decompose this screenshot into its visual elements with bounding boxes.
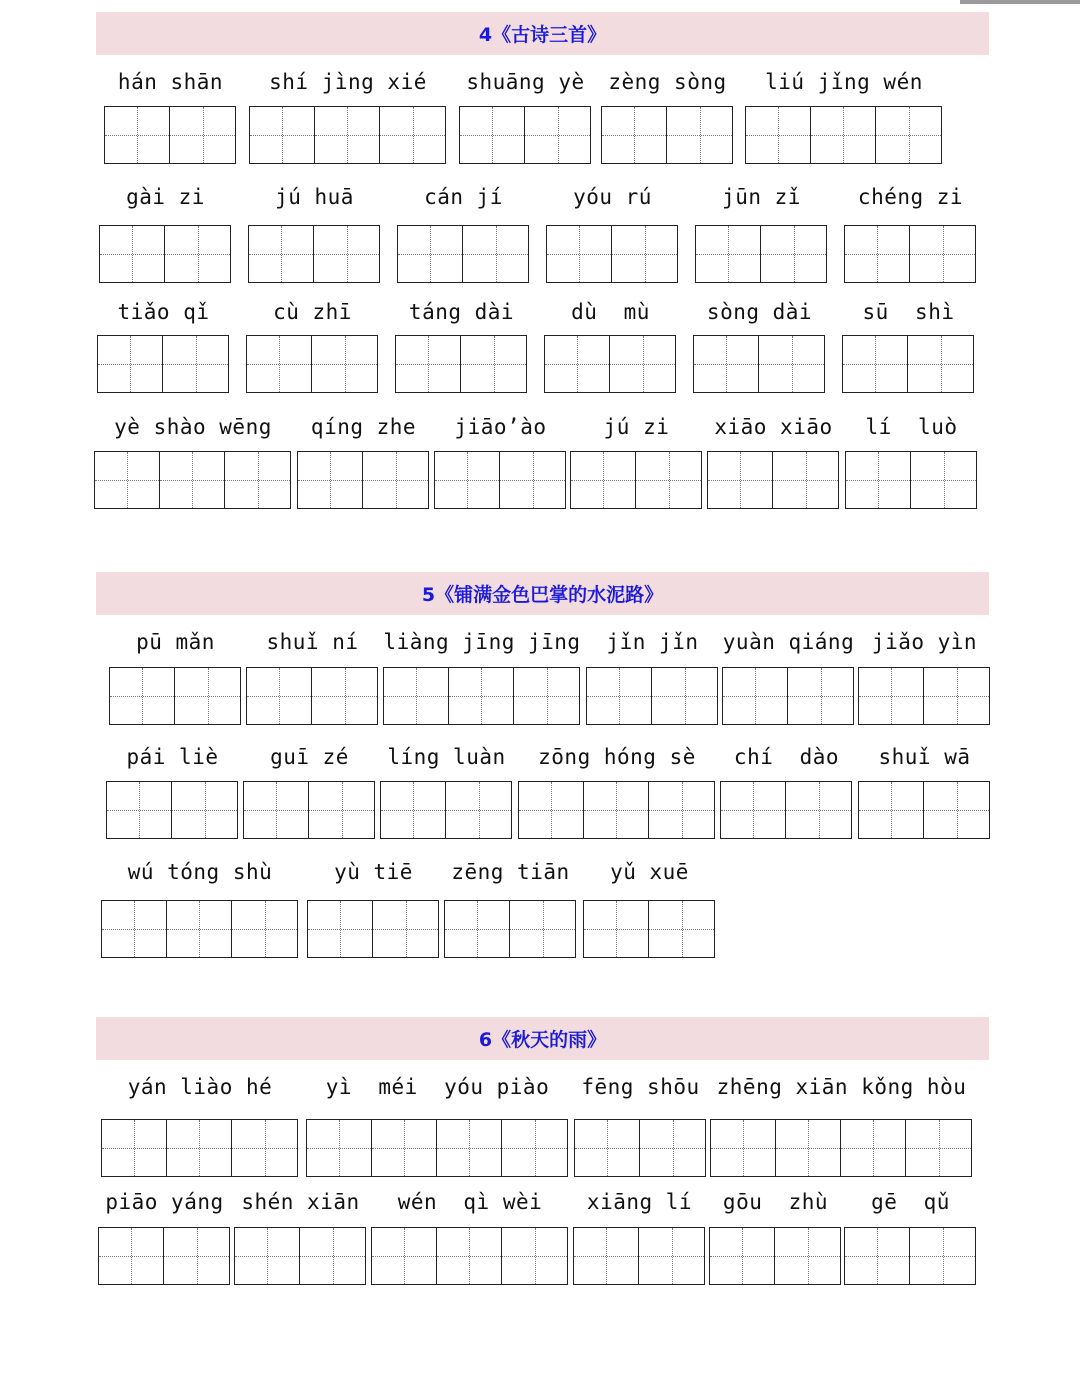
- writing-cell[interactable]: [612, 226, 677, 282]
- writing-cell[interactable]: [107, 782, 172, 838]
- writing-grid[interactable]: [745, 106, 942, 164]
- pinyin-label: pái liè: [126, 745, 219, 769]
- pinyin-label: jǐn jǐn: [606, 630, 699, 654]
- pinyin-label: tiǎo qǐ: [117, 300, 210, 324]
- writing-cell[interactable]: [249, 226, 314, 282]
- writing-cell[interactable]: [247, 668, 312, 724]
- writing-grid[interactable]: [101, 1119, 298, 1177]
- pinyin-label: wú tóng shù: [127, 860, 273, 884]
- writing-cell[interactable]: [667, 107, 732, 163]
- pinyin-label: gài zi: [126, 185, 205, 209]
- writing-cell[interactable]: [100, 226, 165, 282]
- corner-mark: [960, 0, 1080, 4]
- pinyin-label: gē qǔ: [871, 1190, 950, 1214]
- writing-cell[interactable]: [312, 668, 377, 724]
- writing-grid[interactable]: [601, 106, 733, 164]
- writing-cell[interactable]: [510, 901, 575, 957]
- writing-grid[interactable]: [297, 451, 429, 509]
- writing-cell[interactable]: [232, 1120, 297, 1176]
- pinyin-label: yù tiē: [334, 860, 413, 884]
- writing-grid[interactable]: [109, 667, 241, 725]
- pinyin-label: hán shān: [117, 70, 224, 94]
- writing-cell[interactable]: [446, 782, 511, 838]
- writing-cell[interactable]: [247, 336, 312, 392]
- writing-grid[interactable]: [574, 1119, 706, 1177]
- writing-grid[interactable]: [97, 335, 229, 393]
- writing-cell[interactable]: [906, 1120, 971, 1176]
- writing-grid[interactable]: [858, 667, 990, 725]
- writing-cell[interactable]: [167, 901, 232, 957]
- writing-cell[interactable]: [95, 452, 160, 508]
- writing-cell[interactable]: [924, 668, 989, 724]
- writing-cell[interactable]: [502, 1120, 567, 1176]
- writing-cell[interactable]: [110, 668, 175, 724]
- writing-cell[interactable]: [652, 668, 717, 724]
- writing-cell[interactable]: [584, 782, 649, 838]
- section-6: [96, 1017, 989, 1214]
- writing-cell[interactable]: [164, 1228, 229, 1284]
- writing-cell[interactable]: [372, 1120, 437, 1176]
- pinyin-label: qíng zhe: [310, 415, 417, 439]
- writing-cell[interactable]: [575, 1120, 640, 1176]
- writing-cell[interactable]: [460, 107, 525, 163]
- pinyin-label: yè shào wēng: [114, 415, 272, 439]
- writing-cell[interactable]: [775, 1228, 840, 1284]
- writing-cell[interactable]: [649, 901, 714, 957]
- writing-cell[interactable]: [165, 226, 230, 282]
- pinyin-label: sòng dài: [706, 300, 813, 324]
- pinyin-label: yì méi yóu piào: [325, 1075, 550, 1099]
- pinyin-label: yǔ xuē: [610, 860, 689, 884]
- pinyin-label: piāo yáng: [105, 1190, 224, 1214]
- writing-cell[interactable]: [435, 452, 500, 508]
- writing-cell[interactable]: [437, 1120, 502, 1176]
- writing-grid[interactable]: [573, 1227, 705, 1285]
- writing-cell[interactable]: [773, 452, 838, 508]
- writing-cell[interactable]: [759, 336, 824, 392]
- pinyin-label: yuàn qiáng: [722, 630, 855, 654]
- writing-grid[interactable]: [586, 667, 718, 725]
- writing-cell[interactable]: [841, 1120, 906, 1176]
- writing-cell[interactable]: [235, 1228, 300, 1284]
- writing-cell[interactable]: [225, 452, 290, 508]
- writing-cell[interactable]: [721, 782, 786, 838]
- writing-cell[interactable]: [175, 668, 240, 724]
- writing-cell[interactable]: [380, 107, 445, 163]
- writing-cell[interactable]: [102, 901, 167, 957]
- writing-grid[interactable]: [693, 335, 825, 393]
- writing-grid[interactable]: [307, 900, 439, 958]
- writing-cell[interactable]: [908, 336, 973, 392]
- writing-cell[interactable]: [910, 226, 975, 282]
- pinyin-label: jiāo’ào: [454, 415, 547, 439]
- writing-cell[interactable]: [437, 1228, 502, 1284]
- pinyin-label: shuǐ wā: [878, 745, 971, 769]
- pinyin-label: jú huā: [275, 185, 354, 209]
- writing-cell[interactable]: [843, 336, 908, 392]
- writing-cell[interactable]: [845, 1228, 910, 1284]
- writing-grid[interactable]: [246, 667, 378, 725]
- writing-cell[interactable]: [776, 1120, 841, 1176]
- writing-grid[interactable]: [546, 225, 678, 283]
- writing-cell[interactable]: [461, 336, 526, 392]
- pinyin-label: shuāng yè: [466, 70, 585, 94]
- writing-cell[interactable]: [307, 1120, 372, 1176]
- writing-cell[interactable]: [640, 1120, 705, 1176]
- writing-cell[interactable]: [398, 226, 463, 282]
- writing-cell[interactable]: [846, 452, 911, 508]
- writing-grid[interactable]: [518, 781, 715, 839]
- writing-cell[interactable]: [639, 1228, 704, 1284]
- writing-cell[interactable]: [309, 782, 374, 838]
- writing-cell[interactable]: [746, 107, 811, 163]
- pinyin-label: liàng jīng jīng: [383, 630, 581, 654]
- pinyin-label: shí jìng xié: [269, 70, 427, 94]
- writing-grid[interactable]: [249, 106, 446, 164]
- writing-cell[interactable]: [845, 226, 910, 282]
- writing-grid[interactable]: [94, 451, 291, 509]
- pinyin-label: gōu zhù: [722, 1190, 829, 1214]
- writing-grid[interactable]: [106, 781, 238, 839]
- writing-cell[interactable]: [308, 901, 373, 957]
- pinyin-label: pū mǎn: [136, 630, 215, 654]
- writing-grid[interactable]: [570, 451, 702, 509]
- writing-grid[interactable]: [98, 1227, 230, 1285]
- pinyin-label: zēng tiān: [451, 860, 570, 884]
- writing-cell[interactable]: [170, 107, 235, 163]
- pinyin-label: shuǐ ní: [266, 630, 359, 654]
- writing-grid[interactable]: [459, 106, 591, 164]
- writing-cell[interactable]: [363, 452, 428, 508]
- writing-cell[interactable]: [574, 1228, 639, 1284]
- writing-cell[interactable]: [636, 452, 701, 508]
- writing-cell[interactable]: [610, 336, 675, 392]
- pinyin-label: jiǎo yìn: [871, 630, 978, 654]
- writing-cell[interactable]: [876, 107, 941, 163]
- writing-cell[interactable]: [859, 668, 924, 724]
- writing-grid[interactable]: [720, 781, 852, 839]
- writing-cell[interactable]: [811, 107, 876, 163]
- pinyin-label: yán liào hé: [127, 1075, 273, 1099]
- section-title: 5《铺满金色巴掌的水泥路》: [96, 572, 989, 615]
- writing-cell[interactable]: [160, 452, 225, 508]
- writing-grid[interactable]: [99, 225, 231, 283]
- writing-cell[interactable]: [172, 782, 237, 838]
- writing-cell[interactable]: [373, 901, 438, 957]
- writing-grid[interactable]: [845, 451, 977, 509]
- writing-cell[interactable]: [761, 226, 826, 282]
- writing-cell[interactable]: [372, 1228, 437, 1284]
- writing-cell[interactable]: [167, 1120, 232, 1176]
- writing-grid[interactable]: [722, 667, 854, 725]
- writing-cell[interactable]: [525, 107, 590, 163]
- pinyin-label: chéng zi: [857, 185, 964, 209]
- writing-cell[interactable]: [723, 668, 788, 724]
- writing-grid[interactable]: [243, 781, 375, 839]
- writing-grid[interactable]: [248, 225, 380, 283]
- writing-cell[interactable]: [244, 782, 309, 838]
- writing-grid[interactable]: [583, 900, 715, 958]
- pinyin-label: sū shì: [862, 300, 955, 324]
- writing-grid[interactable]: [395, 335, 527, 393]
- pinyin-label: chí dào: [733, 745, 840, 769]
- pinyin-label: liú jǐng wén: [765, 70, 923, 94]
- pinyin-label: yóu rú: [573, 185, 652, 209]
- writing-cell[interactable]: [545, 336, 610, 392]
- writing-cell[interactable]: [514, 668, 579, 724]
- pinyin-label: cù zhī: [273, 300, 352, 324]
- writing-grid[interactable]: [306, 1119, 568, 1177]
- writing-cell[interactable]: [696, 226, 761, 282]
- writing-grid[interactable]: [710, 1119, 972, 1177]
- writing-cell[interactable]: [449, 668, 514, 724]
- writing-grid[interactable]: [707, 451, 839, 509]
- writing-cell[interactable]: [99, 1228, 164, 1284]
- writing-grid[interactable]: [246, 335, 378, 393]
- writing-grid[interactable]: [842, 335, 974, 393]
- writing-grid[interactable]: [444, 900, 576, 958]
- writing-grid[interactable]: [844, 1227, 976, 1285]
- writing-grid[interactable]: [695, 225, 827, 283]
- section-title: 4《古诗三首》: [96, 12, 989, 55]
- writing-cell[interactable]: [911, 452, 976, 508]
- pinyin-label: zhēng xiān kǒng hòu: [716, 1075, 967, 1099]
- section-title: 6《秋天的雨》: [96, 1017, 989, 1060]
- pinyin-label: dù mù: [571, 300, 650, 324]
- writing-grid[interactable]: [104, 106, 236, 164]
- writing-cell[interactable]: [314, 226, 379, 282]
- writing-grid[interactable]: [858, 781, 990, 839]
- writing-cell[interactable]: [102, 1120, 167, 1176]
- writing-grid[interactable]: [397, 225, 529, 283]
- writing-cell[interactable]: [300, 1228, 365, 1284]
- section-5: [96, 572, 989, 884]
- writing-cell[interactable]: [859, 782, 924, 838]
- writing-grid[interactable]: [380, 781, 512, 839]
- writing-cell[interactable]: [710, 1228, 775, 1284]
- writing-cell[interactable]: [98, 336, 163, 392]
- writing-grid[interactable]: [234, 1227, 366, 1285]
- writing-cell[interactable]: [708, 452, 773, 508]
- writing-cell[interactable]: [500, 452, 565, 508]
- section-4: [96, 12, 989, 439]
- pinyin-label: zōng hóng sè: [538, 745, 696, 769]
- writing-cell[interactable]: [312, 336, 377, 392]
- writing-cell[interactable]: [232, 901, 297, 957]
- writing-cell[interactable]: [463, 226, 528, 282]
- writing-cell[interactable]: [315, 107, 380, 163]
- writing-cell[interactable]: [445, 901, 510, 957]
- writing-grid[interactable]: [434, 451, 566, 509]
- writing-cell[interactable]: [298, 452, 363, 508]
- writing-cell[interactable]: [602, 107, 667, 163]
- writing-cell[interactable]: [502, 1228, 567, 1284]
- pinyin-label: zèng sòng: [608, 70, 727, 94]
- writing-cell[interactable]: [519, 782, 584, 838]
- pinyin-label: shén xiān: [241, 1190, 360, 1214]
- writing-cell[interactable]: [786, 782, 851, 838]
- writing-grid[interactable]: [371, 1227, 568, 1285]
- pinyin-label: xiāng lí: [586, 1190, 693, 1214]
- pinyin-label: guī zé: [270, 745, 349, 769]
- writing-cell[interactable]: [250, 107, 315, 163]
- writing-cell[interactable]: [910, 1228, 975, 1284]
- writing-cell[interactable]: [396, 336, 461, 392]
- writing-cell[interactable]: [649, 782, 714, 838]
- writing-cell[interactable]: [381, 782, 446, 838]
- pinyin-label: jú zi: [603, 415, 670, 439]
- writing-cell[interactable]: [584, 901, 649, 957]
- writing-cell[interactable]: [571, 452, 636, 508]
- pinyin-label: jūn zǐ: [722, 185, 801, 209]
- writing-cell[interactable]: [788, 668, 853, 724]
- pinyin-label: fēng shōu: [581, 1075, 700, 1099]
- writing-grid[interactable]: [844, 225, 976, 283]
- writing-cell[interactable]: [924, 782, 989, 838]
- pinyin-label: wén qì wèi: [397, 1190, 543, 1214]
- writing-cell[interactable]: [384, 668, 449, 724]
- writing-cell[interactable]: [105, 107, 170, 163]
- pinyin-label: táng dài: [408, 300, 515, 324]
- pinyin-label: xiāo xiāo: [714, 415, 833, 439]
- writing-cell[interactable]: [694, 336, 759, 392]
- writing-cell[interactable]: [711, 1120, 776, 1176]
- writing-grid[interactable]: [383, 667, 580, 725]
- writing-grid[interactable]: [709, 1227, 841, 1285]
- writing-grid[interactable]: [544, 335, 676, 393]
- writing-cell[interactable]: [547, 226, 612, 282]
- pinyin-label: cán jí: [424, 185, 503, 209]
- pinyin-label: líng luàn: [387, 745, 506, 769]
- writing-grid[interactable]: [101, 900, 298, 958]
- writing-cell[interactable]: [587, 668, 652, 724]
- pinyin-label: lí luò: [865, 415, 958, 439]
- writing-cell[interactable]: [163, 336, 228, 392]
